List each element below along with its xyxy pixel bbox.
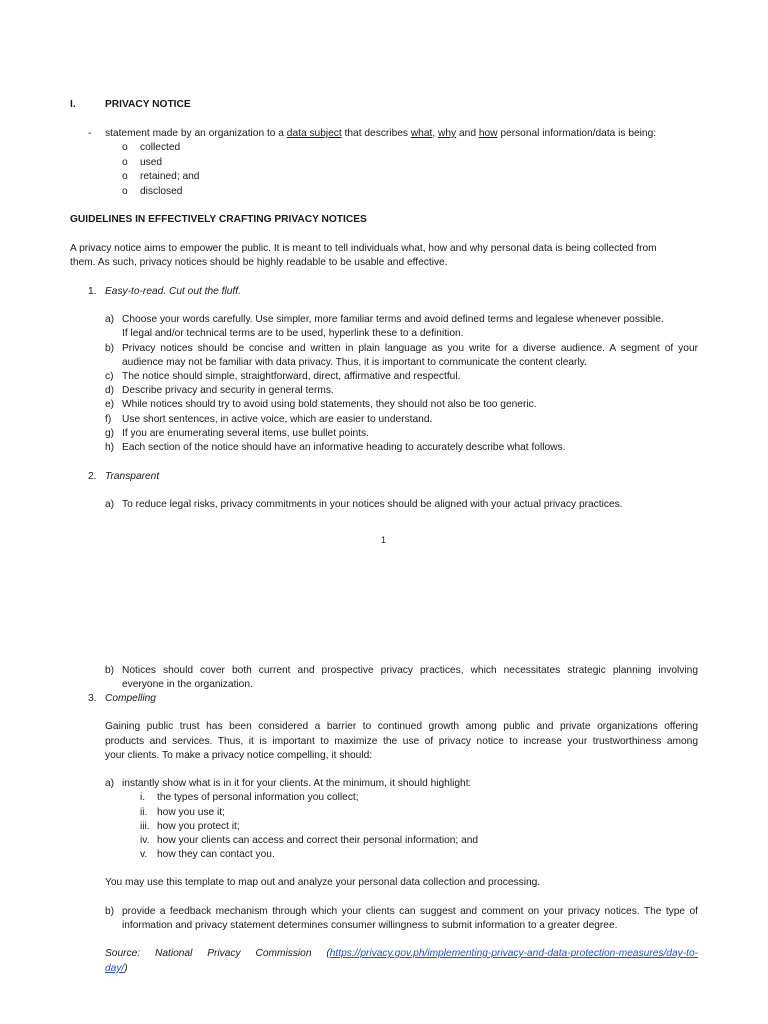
roman-item: how you protect it; <box>157 821 240 832</box>
item-line: If legal and/or technical terms are to be used, hyperlink these to a definition. <box>122 328 464 339</box>
item-marker: b) <box>105 343 115 354</box>
page-number: 1 <box>381 535 387 545</box>
item-line: instantly show what is in it for your clients. At the minimum, it should highlight: <box>122 778 472 789</box>
term-what: what <box>410 128 433 139</box>
item-line: Use short sentences, in active voice, which are easier to understand. <box>122 414 433 425</box>
item-marker: a) <box>105 499 115 510</box>
item-line: everyone in the organization. <box>122 679 253 690</box>
item-line: The notice should simple, straightforward, direct, affirmative and respectful. <box>122 371 461 382</box>
item-line: Describe privacy and security in general terms. <box>122 385 334 396</box>
item-marker: h) <box>105 442 115 453</box>
list-item: collected <box>140 142 181 153</box>
bullet-icon: o <box>122 142 128 153</box>
list-item: retained; and <box>140 171 200 182</box>
term-why: why <box>438 128 457 139</box>
paragraph-line: your clients. To make a privacy notice compelling, it should: <box>105 750 373 761</box>
section-title: PRIVACY NOTICE <box>105 99 191 110</box>
item-line: Each section of the notice should have an informative heading to accurately describe what follows. <box>122 442 566 453</box>
intro-line: them. As such, privacy notices should be highly readable to be usable and effective. <box>70 257 448 268</box>
paragraph-line: products and services. Thus, it is important to maximize the use of privacy notice to increase your trustworthiness among <box>105 736 698 747</box>
source-link-continued[interactable]: day/ <box>105 963 125 974</box>
intro-line: A privacy notice aims to empower the public. It is meant to tell individuals what, how and why personal data is being collected from <box>70 243 657 254</box>
list-item: disclosed <box>140 186 183 197</box>
item-line: To reduce legal risks, privacy commitments in your notices should be aligned with your actual privacy practices. <box>122 499 623 510</box>
guideline-title: Transparent <box>105 471 160 482</box>
item-line: If you are enumerating several items, use bullet points. <box>122 428 369 439</box>
source-line: Source: National Privacy Commission (https://privacy.gov.ph/implementing-privacy-and-data-protection-measures/day-to- <box>105 948 698 959</box>
guideline-title: Compelling <box>105 693 156 704</box>
list-item: used <box>140 157 163 168</box>
roman-item: how you use it; <box>157 807 225 818</box>
roman-item: the types of personal information you collect; <box>157 792 359 803</box>
guidelines-heading: GUIDELINES IN EFFECTIVELY CRAFTING PRIVACY NOTICES <box>70 214 367 225</box>
paragraph-line: Gaining public trust has been considered a barrier to continued growth among public and private organizations offering <box>105 721 698 732</box>
item-marker: d) <box>105 385 115 396</box>
roman-marker: i. <box>140 792 146 803</box>
dash-bullet: - <box>88 128 92 139</box>
item-marker: e) <box>105 399 115 410</box>
guideline-number: 3. <box>88 693 97 704</box>
roman-marker: iv. <box>140 835 150 846</box>
item-marker: g) <box>105 428 115 439</box>
roman-marker: v. <box>140 849 148 860</box>
item-line: information and privacy statement determines consumer willingness to submit information to a greater degree. <box>122 920 618 931</box>
item-marker: a) <box>105 314 115 325</box>
item-line: Choose your words carefully. Use simpler, more familiar terms and avoid defined terms and legalese whenever possible. <box>122 314 664 325</box>
template-note: You may use this template to map out and analyze your personal data collection and processing. <box>105 877 541 888</box>
item-marker: f) <box>105 414 112 425</box>
bullet-icon: o <box>122 186 128 197</box>
term-data-subject: data subject <box>286 128 342 139</box>
source-link[interactable]: https://privacy.gov.ph/implementing-privacy-and-data-protection-measures/day-to- <box>329 948 698 959</box>
roman-marker: iii. <box>140 821 150 832</box>
item-marker: a) <box>105 778 115 789</box>
guideline-number: 2. <box>88 471 97 482</box>
roman-marker: ii. <box>140 807 148 818</box>
roman-item: how your clients can access and correct their personal information; and <box>157 835 479 846</box>
roman-item: how they can contact you. <box>157 849 275 860</box>
bullet-icon: o <box>122 171 128 182</box>
section-number: I. <box>70 99 76 110</box>
item-marker: b) <box>105 665 115 676</box>
source-line-end: day/) <box>105 963 128 974</box>
item-marker: b) <box>105 906 115 917</box>
item-line: While notices should try to avoid using bold statements, they should not also be too generic. <box>122 399 537 410</box>
item-marker: c) <box>105 371 114 382</box>
guideline-number: 1. <box>88 286 97 297</box>
bullet-icon: o <box>122 157 128 168</box>
item-line: Privacy notices should be concise and written in plain language as you write for a diverse audience. A segment of your <box>122 343 698 354</box>
item-line: audience may not be familiar with data privacy. Thus, it is important to communicate the content clearly. <box>122 357 587 368</box>
item-line: provide a feedback mechanism through which your clients can suggest and comment on your privacy notices. The type of <box>122 906 698 917</box>
definition-text: statement made by an organization to a data subject that describes what, why and how personal information/data is being: <box>105 128 657 139</box>
item-line: Notices should cover both current and prospective privacy practices, which necessitates strategic planning involving <box>122 665 698 676</box>
term-how: how <box>478 128 498 139</box>
guideline-title: Easy-to-read. Cut out the fluff. <box>105 286 241 297</box>
